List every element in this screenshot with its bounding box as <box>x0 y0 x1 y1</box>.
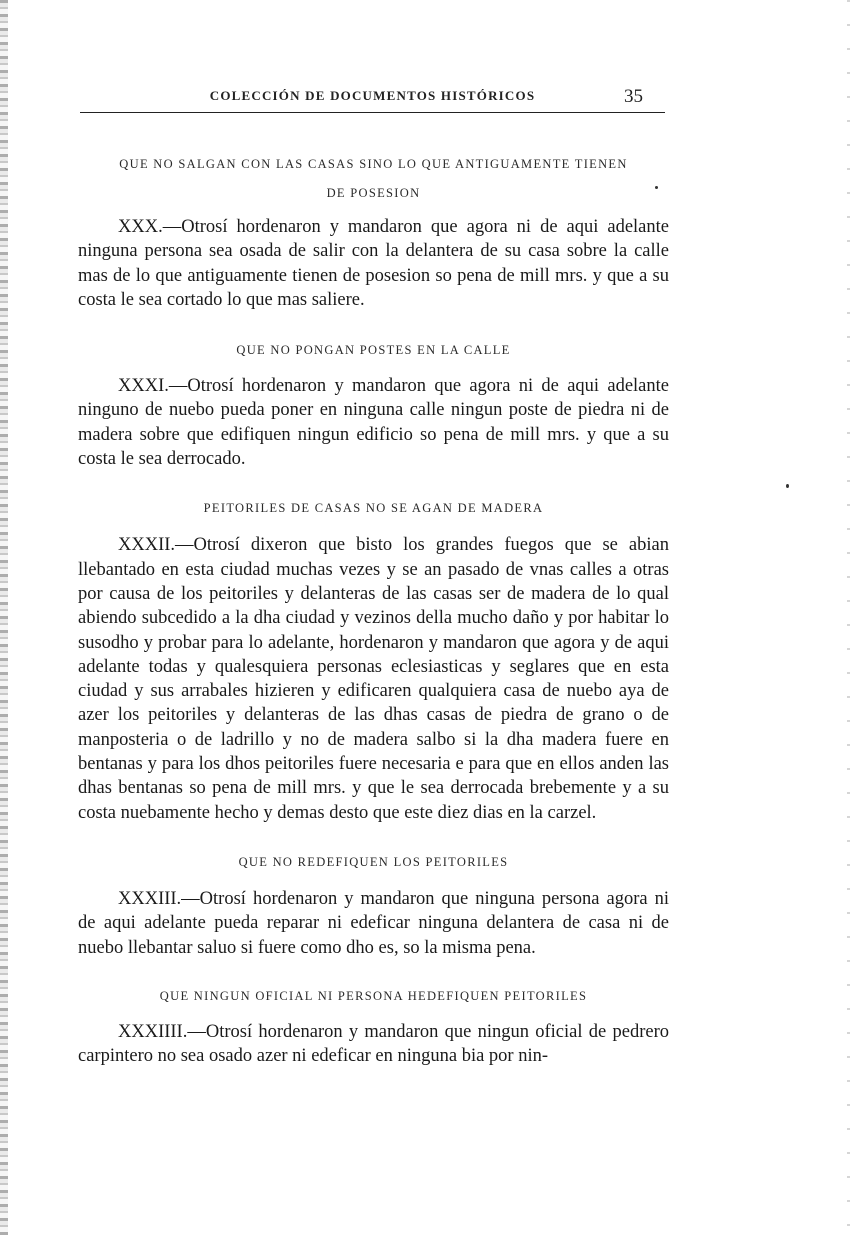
section-heading: PEITORILES DE CASAS NO SE AGAN DE MADERA <box>203 501 544 516</box>
page-header <box>80 86 665 113</box>
section-heading: QUE NINGUN OFICIAL NI PERSONA HEDEFIQUEN PEITORILES <box>159 988 588 1003</box>
binding-edge <box>0 0 8 1235</box>
section-paragraph: XXXIII.—Otrosí hordenaron y mandaron que ninguna persona agora ni de aqui adelante pueda reparar ni edeficar ninguna delantera de casa ni de nuebo llebantar saluo si fuere como dho es, so la misma pena. <box>78 888 669 958</box>
ink-speck <box>786 484 789 488</box>
section-paragraph: XXXIIII.—Otrosí hordenaron y mandaron que ningun oficial de pedrero carpintero no sea osado azer ni edeficar en ninguna bia por nin- <box>78 1021 669 1067</box>
running-title: COLECCIÓN DE DOCUMENTOS HISTÓRICOS <box>209 88 536 103</box>
ink-speck <box>655 186 658 189</box>
section-paragraph: XXXII.—Otrosí dixeron que bisto los grandes fuegos que se abian llebantado en esta ciudad muchas vezes y se an pasado de vnas calles a otras por causa de los peitoriles y delanteras de las casas ser de madera de lo qual abiendo subcedido a la dha ciudad y vezinos della mucho daño y por habitar lo susodho y probar para lo adelante, hordenaron y mandaron que agora y de aqui adelante todas y qualesquiera personas eclesiasticas y seglares que en esta ciudad y sus arrabales hizieren y edificaren qualquiera casa de nuebo aya de azer los peitoriles y delanteras de las dhas casas de piedra de grano o de manposteria o de ladrillo y no de madera salbo si la dha madera fuere en bentanas y para los dhos peitoriles fuere necesaria e para que en ellos anden las dhas bentanas so pena de mill mrs. y que le sea derrocada brebemente y a su costa nuebamente hecho y demas desto que este diez dias en la carzel. <box>78 535 669 823</box>
section-heading: QUE NO REDEFIQUEN LOS PEITORILES <box>238 854 509 869</box>
section-paragraph: XXX.—Otrosí hordenaron y mandaron que agora ni de aqui adelante ninguna persona sea osada de salir con la delantera de su casa sobre la calle mas de lo que antiguamente tienen de posesion so pena de mill mrs. y que a su costa le sea cortado lo que mas saliere. <box>78 217 669 310</box>
section-heading: QUE NO PONGAN POSTES EN LA CALLE <box>236 343 511 358</box>
section-paragraph: XXXI.—Otrosí hordenaron y mandaron que agora ni de aqui adelante ninguno de nuebo pueda poner en ninguna calle ningun poste de piedra ni de madera sobre que edifiquen ningun edificio so pena de mill mrs. y que a su costa le sea derrocado. <box>78 376 669 470</box>
page-number: 35 <box>624 86 643 107</box>
page-body <box>78 150 669 1068</box>
section-heading: QUE NO SALGAN CON LAS CASAS SINO LO QUE ANTIGUAMENTE TIENEN DE POSESION <box>119 157 628 200</box>
